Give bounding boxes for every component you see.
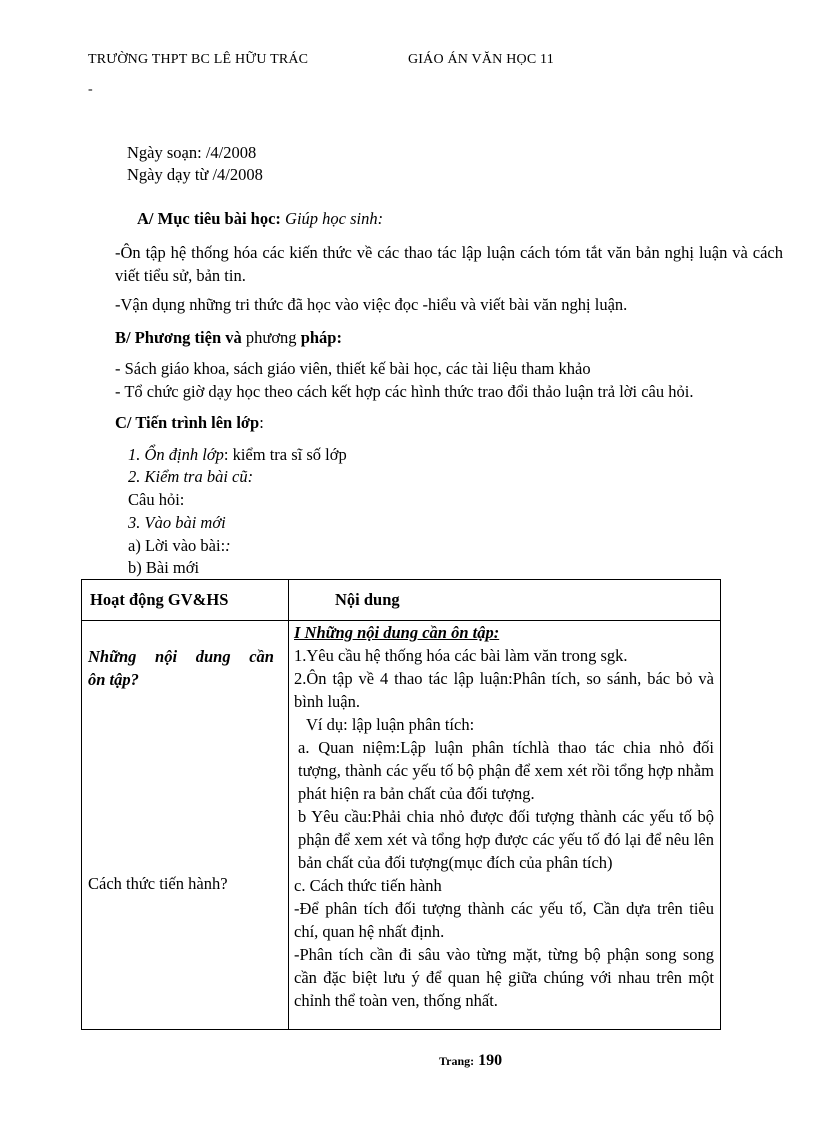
table-right-cell (289, 621, 721, 1030)
content-item-1: 1.Yêu cầu hệ thống hóa các bài làm văn trong sgk. (294, 646, 628, 665)
date-taught: Ngày dạy từ /4/2008 (127, 165, 263, 184)
step-1-text: : kiểm tra sĩ số lớp (223, 445, 347, 464)
left-question-2: Cách thức tiến hành? (88, 874, 228, 893)
step-a-colon: : (225, 536, 231, 555)
left-question-1-line-2: ôn tập? (88, 670, 139, 689)
page-footer (439, 1052, 502, 1070)
section-c-heading (115, 413, 264, 433)
left-question-1-line-1: Những nội dung cần (88, 647, 274, 666)
content-item-c1: -Để phân tích đối tượng thành các yếu tố, Cần dựa trên tiêu chí, quan hệ nhất định. (294, 899, 714, 941)
section-b-title-3: pháp: (300, 328, 342, 347)
step-3: 3. Vào bài mới (128, 513, 226, 532)
header-subject: GIÁO ÁN VĂN HỌC 11 (408, 52, 554, 67)
section-b-title-1: B/ Phương tiện và (115, 328, 242, 347)
section-a-p1: -Ôn tập hệ thống hóa các kiến thức về các thao tác lập luận cách tóm tắt văn bản nghị luận và cách viết tiểu sử, bản tin. (115, 243, 783, 285)
content-item-2: 2.Ôn tập về 4 thao tác lập luận:Phân tích, so sánh, bác bỏ và bình luận. (294, 669, 714, 711)
question-label: Câu hỏi: (128, 490, 185, 509)
section-b-title-2: phương (241, 328, 301, 347)
step-2: 2. Kiểm tra bài cũ: (128, 467, 254, 486)
step-b: b) Bài mới (128, 558, 200, 577)
header-dash: - (88, 82, 93, 97)
step-1-label: 1. Ổn định lớp (128, 445, 224, 464)
section-a-title: A/ Mục tiêu bài học: (137, 209, 281, 228)
table-header-right: Nội dung (289, 580, 721, 621)
content-item-b: b Yêu cầu:Phải chia nhỏ được đối tượng thành các yếu tố bộ phận để xem xét và tổng hợp được các yếu tố đó lại để nêu lên bản chất của đối tượng(mục đích của phân tích) (298, 807, 714, 872)
section-a-heading (137, 209, 383, 229)
content-item-c: c. Cách thức tiến hành (294, 876, 442, 895)
step-a (128, 536, 231, 556)
page-label: Trang: (439, 1054, 475, 1068)
section-a-subtitle: Giúp học sinh: (285, 209, 384, 228)
section-b-line-1: - Sách giáo khoa, sách giáo viên, thiết kế bài học, các tài liệu tham khảo (115, 359, 591, 378)
content-item-c2: -Phân tích cần đi sâu vào từng mặt, từng bộ phận song song cần đặc biệt lưu ý để quan hệ giữa chúng với nhau trên một chỉnh thể toàn ven, thống nhất. (294, 945, 714, 1010)
left-question-1 (88, 645, 274, 691)
step-a-text: a) Lời vào bài: (128, 536, 226, 555)
content-example: Ví dụ: lập luận phân tích: (306, 715, 475, 734)
content-item-a: a. Quan niệm:Lập luận phân tíchlà thao tác chia nhỏ đối tượng, thành các yếu tố bộ phận để xem xét rồi tổng hợp nhằm phát hiện ra bản chất của đối tượng. (298, 738, 714, 803)
section-c-title: C/ Tiến trình lên lớp (115, 413, 260, 432)
section-c-colon: : (259, 413, 264, 432)
section-b-heading (115, 328, 342, 348)
table-left-cell (82, 621, 289, 1030)
section-b-line-2: - Tổ chức giờ dạy học theo cách kết hợp các hình thức trao đổi thảo luận trả lời câu hỏi. (115, 382, 694, 401)
table-row (82, 621, 721, 1030)
date-prepared: Ngày soạn: /4/2008 (127, 143, 257, 162)
lesson-table (81, 579, 721, 1030)
table-header-left: Hoạt động GV&HS (82, 580, 289, 621)
page-number: 190 (478, 1052, 503, 1069)
content-title: I Những nội dung cần ôn tập: (294, 623, 500, 642)
section-a-p2: -Vận dụng những tri thức đã học vào việc đọc -hiểu và viết bài văn nghị luận. (115, 295, 628, 314)
step-1 (128, 445, 347, 465)
table-header-row (82, 580, 721, 621)
header-school: TRƯỜNG THPT BC LÊ HỮU TRÁC (88, 52, 309, 67)
